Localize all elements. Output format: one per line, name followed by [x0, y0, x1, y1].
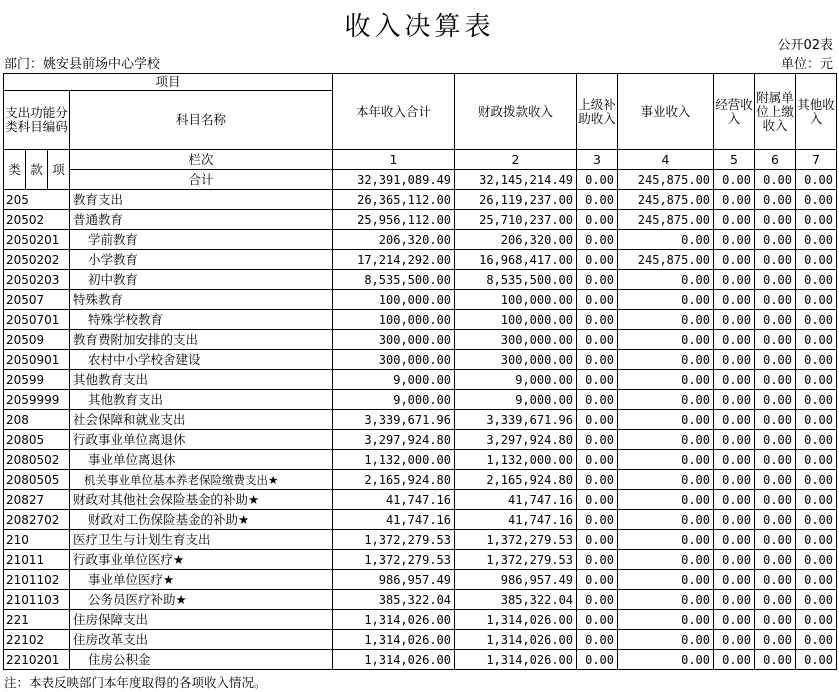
row-value: 0.00	[618, 390, 714, 410]
table-row	[4, 430, 837, 450]
table-row	[4, 530, 837, 550]
row-value: 0.00	[796, 610, 837, 630]
row-value: 0.00	[755, 470, 796, 490]
row-value: 0.00	[577, 210, 618, 230]
row-value: 0.00	[577, 390, 618, 410]
row-value: 0.00	[714, 430, 755, 450]
row-value: 0.00	[796, 190, 837, 210]
report-title: 收入决算表	[344, 12, 495, 42]
row-subject-name: 初中教育	[70, 270, 333, 290]
row-value: 0.00	[796, 210, 837, 230]
header-xiang: 项	[48, 150, 70, 190]
row-value: 300,000.00	[455, 330, 577, 350]
row-value: 0.00	[618, 290, 714, 310]
table-row	[4, 570, 837, 590]
row-subject-name: 财政对其他社会保险基金的补助★	[70, 490, 333, 510]
row-code: 210	[4, 530, 70, 550]
row-code: 221	[4, 610, 70, 630]
header-superior-subsidy: 上级补助收入	[577, 74, 618, 150]
row-code: 2082702	[4, 510, 70, 530]
table-row	[4, 190, 837, 210]
row-value: 0.00	[796, 390, 837, 410]
row-value: 0.00	[714, 470, 755, 490]
total-cell: 0.00	[714, 170, 755, 190]
row-value: 1,372,279.53	[455, 550, 577, 570]
header-project: 项目	[4, 74, 333, 91]
total-label: 合计	[70, 170, 333, 190]
total-cell: 32,145,214.49	[455, 170, 577, 190]
table-row	[4, 230, 837, 250]
row-value: 0.00	[714, 210, 755, 230]
row-value: 0.00	[577, 310, 618, 330]
header-other-income: 其他收入	[796, 74, 837, 150]
total-cell: 0.00	[796, 170, 837, 190]
row-value: 3,297,924.80	[455, 430, 577, 450]
row-value: 0.00	[618, 350, 714, 370]
row-code: 22102	[4, 630, 70, 650]
row-code: 21011	[4, 550, 70, 570]
row-value: 0.00	[618, 430, 714, 450]
row-value: 1,314,026.00	[455, 630, 577, 650]
row-value: 16,968,417.00	[455, 250, 577, 270]
row-value: 0.00	[796, 570, 837, 590]
table-row	[4, 550, 837, 570]
row-value: 0.00	[796, 230, 837, 250]
row-value: 0.00	[755, 570, 796, 590]
row-value: 0.00	[714, 190, 755, 210]
row-code: 2050202	[4, 250, 70, 270]
row-value: 1,372,279.53	[333, 550, 455, 570]
table-row	[4, 510, 837, 530]
row-value: 0.00	[796, 330, 837, 350]
row-value: 0.00	[714, 330, 755, 350]
table-row	[4, 390, 837, 410]
table-row	[4, 350, 837, 370]
row-subject-name: 农村中小学校舍建设	[70, 350, 333, 370]
row-value: 0.00	[796, 650, 837, 670]
row-value: 0.00	[796, 450, 837, 470]
row-value: 0.00	[755, 230, 796, 250]
row-value: 0.00	[714, 530, 755, 550]
row-code: 2059999	[4, 390, 70, 410]
row-value: 0.00	[618, 530, 714, 550]
row-subject-name: 医疗卫生与计划生育支出	[70, 530, 333, 550]
table-row	[4, 310, 837, 330]
row-subject-name: 公务员医疗补助★	[70, 590, 333, 610]
row-value: 0.00	[755, 370, 796, 390]
row-value: 0.00	[755, 210, 796, 230]
row-value: 0.00	[714, 250, 755, 270]
row-subject-name: 事业单位医疗★	[70, 570, 333, 590]
row-value: 3,297,924.80	[333, 430, 455, 450]
row-subject-name: 财政对工伤保险基金的补助★	[70, 510, 333, 530]
row-value: 1,132,000.00	[455, 450, 577, 470]
row-value: 0.00	[577, 350, 618, 370]
row-value: 100,000.00	[333, 290, 455, 310]
row-subject-name: 特殊教育	[70, 290, 333, 310]
total-cell: 32,391,089.49	[333, 170, 455, 190]
row-value: 0.00	[714, 370, 755, 390]
col-no-5: 5	[714, 150, 755, 170]
row-value: 1,314,026.00	[333, 650, 455, 670]
row-subject-name: 学前教育	[70, 230, 333, 250]
table-row	[4, 210, 837, 230]
row-value: 0.00	[755, 310, 796, 330]
row-value: 0.00	[714, 490, 755, 510]
row-value: 0.00	[755, 490, 796, 510]
header-function-code: 支出功能分类科目编码	[4, 91, 70, 150]
row-value: 0.00	[618, 550, 714, 570]
row-code: 2210201	[4, 650, 70, 670]
table-row	[4, 610, 837, 630]
row-value: 0.00	[796, 490, 837, 510]
row-value: 0.00	[714, 650, 755, 670]
row-subject-name: 社会保障和就业支出	[70, 410, 333, 430]
row-code: 20827	[4, 490, 70, 510]
row-value: 9,000.00	[333, 370, 455, 390]
table-row	[4, 490, 837, 510]
row-value: 41,747.16	[333, 490, 455, 510]
row-value: 26,119,237.00	[455, 190, 577, 210]
row-code: 2050201	[4, 230, 70, 250]
row-value: 0.00	[755, 430, 796, 450]
row-value: 3,339,671.96	[333, 410, 455, 430]
row-value: 0.00	[796, 550, 837, 570]
row-value: 0.00	[577, 450, 618, 470]
row-value: 9,000.00	[333, 390, 455, 410]
row-value: 0.00	[618, 510, 714, 530]
row-value: 0.00	[796, 310, 837, 330]
row-code: 2080505	[4, 470, 70, 490]
row-value: 0.00	[577, 270, 618, 290]
row-value: 206,320.00	[333, 230, 455, 250]
row-subject-name: 住房改革支出	[70, 630, 333, 650]
row-value: 0.00	[618, 490, 714, 510]
row-value: 0.00	[796, 590, 837, 610]
row-value: 0.00	[577, 470, 618, 490]
row-value: 26,365,112.00	[333, 190, 455, 210]
row-subject-name: 行政事业单位离退休	[70, 430, 333, 450]
row-value: 0.00	[714, 510, 755, 530]
row-code: 205	[4, 190, 70, 210]
row-value: 0.00	[577, 370, 618, 390]
row-value: 0.00	[714, 230, 755, 250]
row-value: 0.00	[714, 410, 755, 430]
row-subject-name: 其他教育支出	[70, 390, 333, 410]
row-value: 0.00	[755, 650, 796, 670]
row-value: 100,000.00	[455, 290, 577, 310]
table-row	[4, 450, 837, 470]
row-value: 300,000.00	[333, 350, 455, 370]
row-value: 0.00	[714, 550, 755, 570]
row-value: 0.00	[618, 610, 714, 630]
footnote: 注：本表反映部门本年度取得的各项收入情况。	[4, 675, 267, 690]
row-value: 0.00	[796, 510, 837, 530]
row-value: 9,000.00	[455, 390, 577, 410]
row-code: 20599	[4, 370, 70, 390]
row-subject-name: 住房公积金	[70, 650, 333, 670]
row-value: 0.00	[577, 590, 618, 610]
row-value: 0.00	[577, 610, 618, 630]
row-value: 0.00	[796, 290, 837, 310]
row-value: 0.00	[618, 650, 714, 670]
row-value: 0.00	[618, 450, 714, 470]
row-value: 0.00	[755, 450, 796, 470]
row-value: 0.00	[755, 590, 796, 610]
row-subject-name: 教育费附加安排的支出	[70, 330, 333, 350]
row-value: 0.00	[714, 270, 755, 290]
row-value: 1,372,279.53	[333, 530, 455, 550]
table-row	[4, 270, 837, 290]
table-row	[4, 250, 837, 270]
row-value: 0.00	[714, 350, 755, 370]
row-value: 100,000.00	[455, 310, 577, 330]
row-value: 986,957.49	[455, 570, 577, 590]
row-value: 41,747.16	[333, 510, 455, 530]
row-value: 0.00	[618, 330, 714, 350]
row-value: 1,314,026.00	[333, 610, 455, 630]
row-value: 300,000.00	[455, 350, 577, 370]
unit-label: 单位：元	[780, 57, 833, 72]
col-no-1: 1	[333, 150, 455, 170]
row-value: 0.00	[577, 490, 618, 510]
header-affiliated-income: 附属单位上缴收入	[755, 74, 796, 150]
row-value: 245,875.00	[618, 250, 714, 270]
row-value: 17,214,292.00	[333, 250, 455, 270]
row-value: 0.00	[755, 550, 796, 570]
col-no-4: 4	[618, 150, 714, 170]
row-subject-name: 普通教育	[70, 210, 333, 230]
row-value: 0.00	[618, 410, 714, 430]
row-value: 8,535,500.00	[455, 270, 577, 290]
header-kuan: 款	[26, 150, 48, 190]
row-code: 2101102	[4, 570, 70, 590]
row-value: 0.00	[796, 630, 837, 650]
row-value: 0.00	[714, 310, 755, 330]
row-value: 25,710,237.00	[455, 210, 577, 230]
row-value: 0.00	[714, 390, 755, 410]
row-code: 2080502	[4, 450, 70, 470]
row-value: 0.00	[755, 250, 796, 270]
row-value: 0.00	[618, 370, 714, 390]
row-value: 0.00	[577, 650, 618, 670]
row-value: 0.00	[714, 570, 755, 590]
table-row	[4, 330, 837, 350]
row-value: 0.00	[577, 290, 618, 310]
row-value: 0.00	[714, 290, 755, 310]
department-label: 部门：姚安县前场中心学校	[4, 57, 161, 72]
row-subject-name: 事业单位离退休	[70, 450, 333, 470]
row-value: 41,747.16	[455, 510, 577, 530]
row-value: 0.00	[755, 610, 796, 630]
row-value: 0.00	[618, 570, 714, 590]
row-value: 986,957.49	[333, 570, 455, 590]
row-value: 0.00	[714, 450, 755, 470]
row-value: 9,000.00	[455, 370, 577, 390]
row-number-label: 栏次	[70, 150, 333, 170]
row-subject-name: 机关事业单位基本养老保险缴费支出★	[70, 470, 333, 490]
row-value: 245,875.00	[618, 210, 714, 230]
row-subject-name: 特殊学校教育	[70, 310, 333, 330]
row-code: 20805	[4, 430, 70, 450]
row-value: 0.00	[577, 430, 618, 450]
row-value: 0.00	[577, 230, 618, 250]
table-row	[4, 590, 837, 610]
row-value: 0.00	[577, 530, 618, 550]
row-value: 0.00	[796, 350, 837, 370]
row-value: 0.00	[755, 350, 796, 370]
row-value: 0.00	[577, 510, 618, 530]
row-value: 0.00	[755, 530, 796, 550]
row-value: 0.00	[796, 270, 837, 290]
row-value: 41,747.16	[455, 490, 577, 510]
row-value: 0.00	[618, 310, 714, 330]
row-code: 20502	[4, 210, 70, 230]
table-row	[4, 370, 837, 390]
row-value: 0.00	[618, 630, 714, 650]
row-code: 208	[4, 410, 70, 430]
row-code: 20509	[4, 330, 70, 350]
header-fiscal-income: 财政拨款收入	[455, 74, 577, 150]
row-value: 0.00	[755, 330, 796, 350]
row-value: 1,132,000.00	[333, 450, 455, 470]
row-value: 0.00	[714, 630, 755, 650]
row-value: 0.00	[577, 330, 618, 350]
row-value: 0.00	[755, 190, 796, 210]
row-value: 100,000.00	[333, 310, 455, 330]
col-no-6: 6	[755, 150, 796, 170]
row-value: 0.00	[796, 430, 837, 450]
header-lei: 类	[4, 150, 26, 190]
row-subject-name: 小学教育	[70, 250, 333, 270]
col-no-2: 2	[455, 150, 577, 170]
row-value: 0.00	[796, 470, 837, 490]
row-value: 0.00	[714, 590, 755, 610]
row-value: 0.00	[755, 410, 796, 430]
row-subject-name: 其他教育支出	[70, 370, 333, 390]
row-value: 0.00	[755, 270, 796, 290]
row-value: 8,535,500.00	[333, 270, 455, 290]
row-value: 0.00	[714, 610, 755, 630]
row-value: 206,320.00	[455, 230, 577, 250]
row-code: 2101103	[4, 590, 70, 610]
total-cell: 245,875.00	[618, 170, 714, 190]
row-value: 1,372,279.53	[455, 530, 577, 550]
row-subject-name: 住房保障支出	[70, 610, 333, 630]
row-value: 1,314,026.00	[455, 650, 577, 670]
row-value: 0.00	[796, 370, 837, 390]
row-subject-name: 教育支出	[70, 190, 333, 210]
table-row	[4, 630, 837, 650]
row-value: 0.00	[618, 230, 714, 250]
header-business-income: 事业收入	[618, 74, 714, 150]
income-table	[3, 73, 837, 670]
row-value: 0.00	[577, 630, 618, 650]
row-value: 0.00	[618, 270, 714, 290]
table-row	[4, 290, 837, 310]
row-value: 385,322.04	[333, 590, 455, 610]
row-value: 0.00	[577, 570, 618, 590]
total-cell: 0.00	[755, 170, 796, 190]
row-code: 2050203	[4, 270, 70, 290]
table-row	[4, 470, 837, 490]
row-value: 0.00	[577, 410, 618, 430]
row-value: 385,322.04	[455, 590, 577, 610]
row-value: 2,165,924.80	[333, 470, 455, 490]
row-value: 0.00	[755, 290, 796, 310]
total-cell: 0.00	[577, 170, 618, 190]
row-value: 2,165,924.80	[455, 470, 577, 490]
row-value: 0.00	[577, 250, 618, 270]
row-value: 1,314,026.00	[455, 610, 577, 630]
row-value: 0.00	[755, 630, 796, 650]
row-value: 0.00	[755, 510, 796, 530]
header-total-income: 本年收入合计	[333, 74, 455, 150]
table-row	[4, 410, 837, 430]
row-code: 20507	[4, 290, 70, 310]
row-subject-name: 行政事业单位医疗★	[70, 550, 333, 570]
table-row	[4, 650, 837, 670]
col-no-7: 7	[796, 150, 837, 170]
header-subject-name: 科目名称	[70, 91, 333, 150]
row-code: 2050701	[4, 310, 70, 330]
col-no-3: 3	[577, 150, 618, 170]
form-number: 公开02表	[777, 38, 833, 53]
row-value: 0.00	[577, 550, 618, 570]
row-value: 0.00	[618, 470, 714, 490]
row-value: 0.00	[796, 410, 837, 430]
row-value: 0.00	[796, 250, 837, 270]
row-value: 1,314,026.00	[333, 630, 455, 650]
row-value: 25,956,112.00	[333, 210, 455, 230]
row-value: 0.00	[618, 590, 714, 610]
header-operating-income: 经营收入	[714, 74, 755, 150]
row-value: 0.00	[755, 390, 796, 410]
row-value: 3,339,671.96	[455, 410, 577, 430]
row-value: 0.00	[796, 530, 837, 550]
row-value: 300,000.00	[333, 330, 455, 350]
row-value: 245,875.00	[618, 190, 714, 210]
row-value: 0.00	[577, 190, 618, 210]
row-code: 2050901	[4, 350, 70, 370]
